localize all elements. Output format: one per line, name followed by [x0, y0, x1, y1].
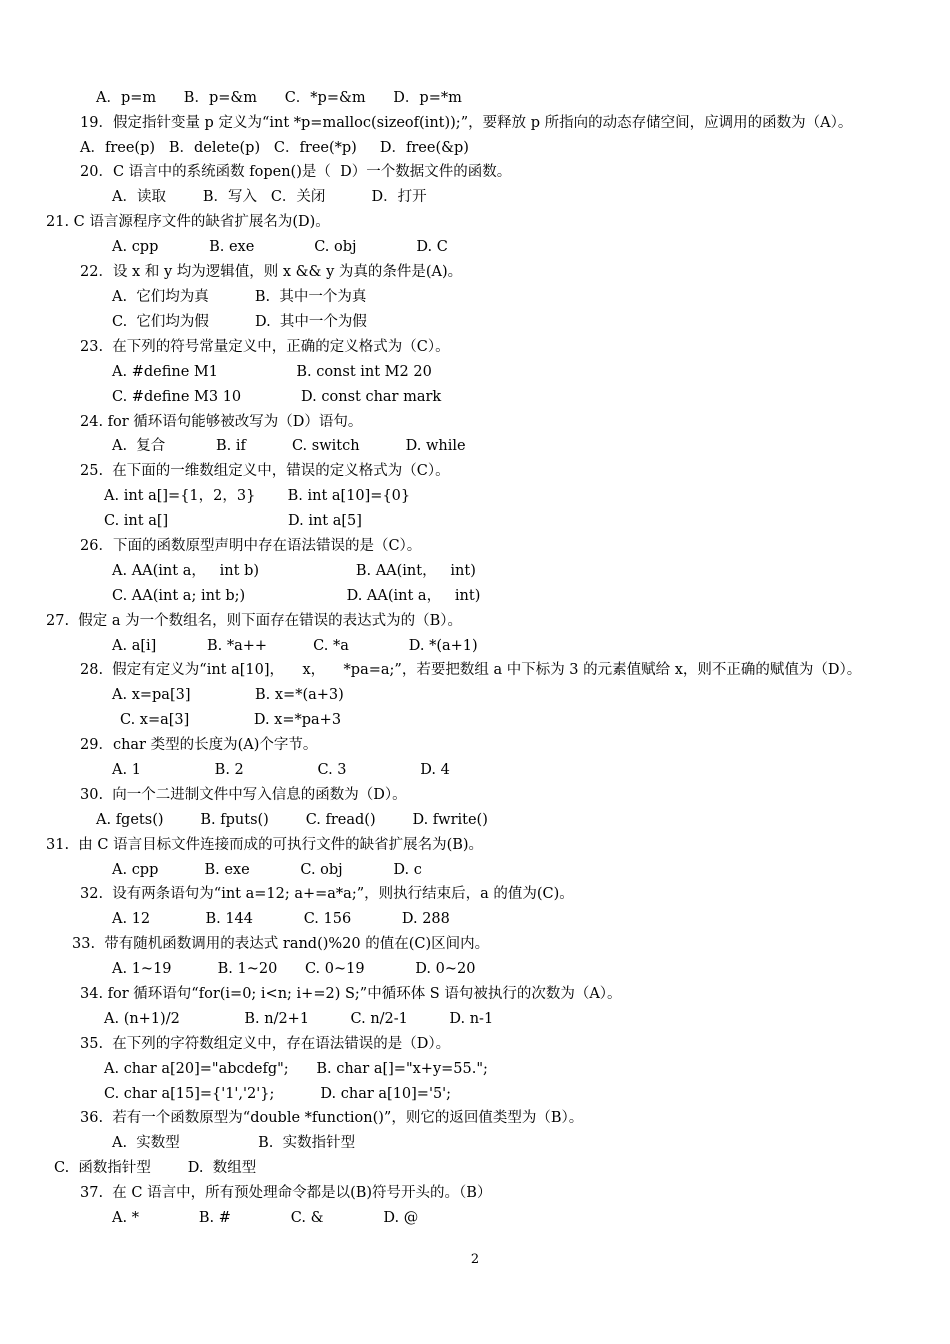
text-line: 37. 在 C 语言中，所有预处理命令都是以(B)符号开头的。（B） [80, 1185, 492, 1201]
text-line: 36. 若有一个函数原型为“double *function()”，则它的返回值类型为（B）。 [80, 1110, 584, 1126]
text-line: A. x=pa[3] B. x=*(a+3) [112, 687, 344, 703]
text-line: A. 1~19 B. 1~20 C. 0~19 D. 0~20 [112, 961, 476, 977]
text-line: A. 它们均为真 B. 其中一个为真 [112, 289, 367, 305]
text-line: 19．假定指针变量 p 定义为“int *p=malloc(sizeof(int));”，要释放 p 所指向的动态存储空间，应调用的函数为（A）。 [80, 115, 853, 131]
text-line: C. x=a[3] D. x=*pa+3 [120, 712, 342, 728]
text-line: A. char a[20]="abcdefg"; B. char a[]="x+y=55."; [104, 1061, 488, 1077]
text-line: A．p=m B．p=&m C．*p=&m D．p=*m [96, 90, 462, 106]
text-line: A. int a[]={1，2，3} B. int a[10]={0} [104, 488, 411, 504]
text-line: 27. 假定 a 为一个数组名，则下面存在错误的表达式为的（B）。 [46, 613, 463, 629]
text-line: C. char a[15]={'1','2'}; D. char a[10]='5'; [104, 1086, 452, 1102]
text-line: 24. for 循环语句能够被改写为（D）语句。 [80, 414, 363, 430]
text-line: A. fgets() B. fputs() C. fread() D. fwrite() [96, 812, 488, 828]
text-line: A．free(p) B．delete(p) C．free(*p) D．free(&p) [80, 140, 469, 156]
text-line: 33. 带有随机函数调用的表达式 rand()%20 的值在(C)区间内。 [72, 936, 490, 952]
text-line: A. 实数型 B. 实数指针型 [112, 1135, 356, 1151]
text-line: A. (n+1)/2 B. n/2+1 C. n/2-1 D. n-1 [104, 1011, 494, 1027]
text-line: 26．下面的函数原型声明中存在语法错误的是（C）。 [80, 538, 422, 554]
text-line: 25. 在下面的一维数组定义中，错误的定义格式为（C）。 [80, 463, 450, 479]
text-line: C. 它们均为假 D. 其中一个为假 [112, 314, 367, 330]
text-line: C. #define M3 10 D. const char mark [112, 389, 442, 405]
text-line: A. cpp B. exe C. obj D. c [112, 862, 422, 878]
text-line: C. AA(int a; int b;) D. AA(int a， int) [112, 588, 481, 604]
text-line: 21. C 语言源程序文件的缺省扩展名为(D)。 [46, 214, 330, 230]
text-line: 32. 设有两条语句为“int a=12; a+=a*a;”，则执行结束后，a 的值为(C)。 [80, 886, 574, 902]
text-line: A. cpp B. exe C. obj D. C [112, 239, 448, 255]
text-line: A. 12 B. 144 C. 156 D. 288 [112, 911, 450, 927]
text-line: C. 函数指针型 D. 数组型 [54, 1160, 257, 1176]
text-line: A．读取 B．写入 C．关闭 D．打开 [112, 189, 427, 205]
text-line: 22．设 x 和 y 均为逻辑值，则 x && y 为真的条件是(A)。 [80, 264, 463, 280]
text-line: 23. 在下列的符号常量定义中，正确的定义格式为（C）。 [80, 339, 450, 355]
text-line: A. 复合 B. if C. switch D. while [112, 438, 466, 454]
text-line: 29．char 类型的长度为(A)个字节。 [80, 737, 318, 753]
page-number: 2 [470, 1252, 480, 1267]
text-line: 31. 由 C 语言目标文件连接而成的可执行文件的缺省扩展名为(B)。 [46, 837, 484, 853]
text-line: 35. 在下列的字符数组定义中，存在语法错误的是（D）。 [80, 1036, 451, 1052]
text-line: 20．C 语言中的系统函数 fopen()是（ D）一个数据文件的函数。 [80, 164, 512, 180]
text-line: C. int a[] D. int a[5] [104, 513, 362, 529]
text-line: 28. 假定有定义为“int a[10]， x， *pa=a;”，若要把数组 a 中下标为 3 的元素值赋给 x，则不正确的赋值为（D）。 [80, 662, 862, 678]
text-line: A. AA(int a， int b) B. AA(int， int) [112, 563, 476, 579]
text-line: 34. for 循环语句“for(i=0; i<n; i+=2) S;”中循环体 S 语句被执行的次数为（A）。 [80, 986, 622, 1002]
text-line: A. #define M1 B. const int M2 20 [112, 364, 432, 380]
text-line: 30. 向一个二进制文件中写入信息的函数为（D）。 [80, 787, 407, 803]
text-line: A. * B. # C. & D. @ [112, 1210, 419, 1226]
text-line: A. a[i] B. *a++ C. *a D. *(a+1) [112, 638, 478, 654]
text-line: A. 1 B. 2 C. 3 D. 4 [112, 762, 450, 778]
